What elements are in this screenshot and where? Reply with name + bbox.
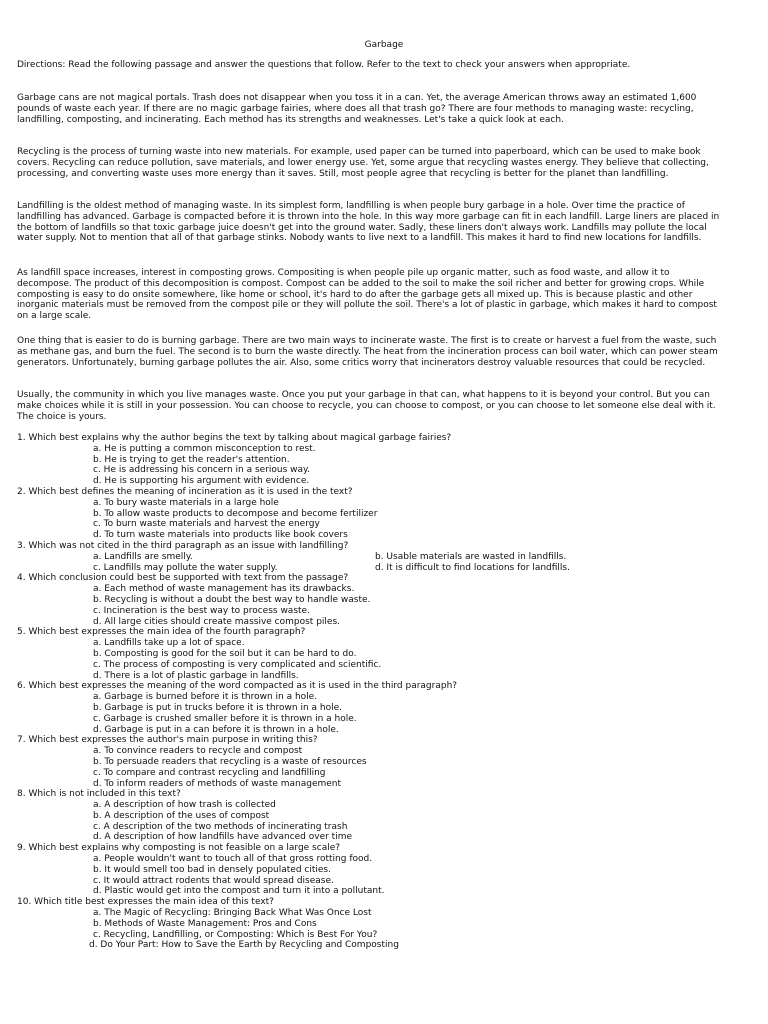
question-7: 7. Which best expresses the author's main purpose in writing this? [17, 735, 318, 746]
answer-option[interactable]: d. Plastic would get into the compost and turn it into a pollutant. [93, 886, 385, 897]
answer-option[interactable]: a. People wouldn't want to touch all of that gross rotting food. [93, 854, 373, 865]
answer-option[interactable]: a. The Magic of Recycling: Bringing Back What Was Once Lost [93, 908, 372, 919]
intro-paragraph: Garbage cans are not magical portals. Trash does not disappear when you toss it in a can. Yet, the average American throws away an estimated 1,600 pounds of waste each year. If there are no magic garbage fairies, where does all that trash go? There are four methods to managing waste: recycling, landfilling, composting, and incinerating. Each method has its strengths and weaknesses. Let's take a quick look at each. [17, 93, 697, 125]
answer-option[interactable]: b. To allow waste products to decompose and become fertilizer [93, 508, 378, 519]
question-4: 4. Which conclusion could best be supported with text from the passage? [17, 573, 349, 584]
answer-option[interactable]: a. To bury waste materials in a large hole [93, 497, 279, 508]
answer-option[interactable]: d. A description of how landfills have advanced over time [93, 832, 353, 843]
answer-option[interactable]: a. Garbage is burned before it is thrown in a hole. [93, 692, 318, 703]
directions-paragraph: Directions: Read the following passage and answer the questions that follow. Refer to the text to check your answers when appropriate. [17, 60, 631, 70]
question-9: 9. Which best explains why composting is not feasible on a large scale? [17, 843, 341, 854]
answer-option[interactable]: d. It is difficult to find locations for landfills. [375, 562, 570, 573]
answer-option[interactable]: a. Each method of waste management has its drawbacks. [93, 584, 355, 595]
answer-option[interactable]: c. A description of the two methods of incinerating trash [93, 821, 348, 832]
answer-option[interactable]: d. Do Your Part: How to Save the Earth by Recycling and Composting [89, 940, 399, 951]
answer-option[interactable]: a. Landfills take up a lot of space. [93, 638, 245, 649]
answer-option[interactable]: b. It would smell too bad in densely populated cities. [93, 864, 331, 875]
question-10: 10. Which title best expresses the main idea of this text? [17, 897, 274, 908]
answer-option[interactable]: a. A description of how trash is collected [93, 800, 276, 811]
composting-paragraph: As landfill space increases, interest in composting grows. Compositing is when people pile up organic matter, such as food waste, and allow it to decompose. The product of this decomposition is compost. Compost can be added to the soil to make the soil richer and better for growing crops. While composting is easy to do onsite somewhere, like home or school, it's hard to do after the garbage gets all mixed up. This is because plastic and other inorganic materials must be removed from the compost pile or they will pollute the soil. There's a lot of plastic in garbage, which makes it hard to compost on a large scale. [17, 268, 717, 322]
answer-option[interactable]: a. Landfills are smelly. [93, 551, 193, 562]
answer-option[interactable]: c. Recycling, Landfilling, or Composting: Which is Best For You? [93, 929, 378, 940]
question-3: 3. Which was not cited in the third paragraph as an issue with landfilling? [17, 540, 349, 551]
incineration-paragraph: One thing that is easier to do is burning garbage. There are two main ways to incinerate waste. The first is to create or harvest a fuel from the waste, such as methane gas, and burn the fuel. The second is to burn the waste directly. The heat from the incineration process can boil water, which can power steam generators. Unfortunately, burning garbage pollutes the air. Also, some critics worry that incinerators destroy valuable resources that could be recycled. [17, 336, 718, 368]
page-title: Garbage [364, 40, 404, 50]
answer-option[interactable]: b. Composting is good for the soil but it can be hard to do. [93, 648, 357, 659]
answer-option[interactable]: b. Garbage is put in trucks before it is thrown in a hole. [93, 702, 343, 713]
answer-option[interactable]: a. To convince readers to recycle and compost [93, 746, 303, 757]
question-1: 1. Which best explains why the author begins the text by talking about magical garbage fairies? [17, 433, 452, 443]
answer-option[interactable]: c. The process of composting is very complicated and scientific. [93, 659, 382, 670]
answer-option[interactable]: c. It would attract rodents that would spread disease. [93, 875, 334, 886]
questions-section [17, 433, 721, 951]
landfilling-paragraph: Landfilling is the oldest method of managing waste. In its simplest form, landfilling is when people bury garbage in a hole. Over time the practice of landfilling has advanced. Garbage is compacted before it is thrown into the hole. In this way more garbage can fit in each landfill. Large liners are placed in the bottom of landfills so that toxic garbage juice doesn't get into the ground water. Sadly, these liners don't always work. Landfills may pollute the local water supply. Not to mention that all of that garbage stinks. Nobody wants to live next to a landfill. This makes it hard to find new locations for landfills. [17, 201, 720, 244]
answer-option[interactable]: d. There is a lot of plastic garbage in landfills. [93, 670, 299, 681]
answer-option[interactable]: b. He is trying to get the reader's attention. [93, 454, 290, 465]
question-6: 6. Which best expresses the meaning of the word compacted as it is used in the third paragraph? [17, 681, 458, 692]
question-2: 2. Which best defines the meaning of incineration as it is used in the text? [17, 486, 353, 497]
answer-option[interactable]: c. To burn waste materials and harvest the energy [93, 519, 320, 530]
answer-option[interactable]: b. To persuade readers that recycling is a waste of resources [93, 756, 367, 767]
conclusion-paragraph: Usually, the community in which you live manages waste. Once you put your garbage in that can, what happens to it is beyond your control. But you can make choices while it is still in your possession. You can choose to recycle, you can choose to compost, or you can choose to let someone else deal with it. The choice is yours. [17, 390, 716, 422]
answer-option[interactable]: b. Methods of Waste Management: Pros and Cons [93, 918, 317, 929]
answer-option[interactable]: c. Garbage is crushed smaller before it is thrown in a hole. [93, 713, 357, 724]
answer-option[interactable]: b. Recycling is without a doubt the best way to handle waste. [93, 594, 371, 605]
answer-option[interactable]: d. Garbage is put in a can before it is thrown in a hole. [93, 724, 339, 735]
answer-option[interactable]: c. He is addressing his concern in a serious way. [93, 465, 310, 476]
answer-option[interactable]: a. He is putting a common misconception to rest. [93, 443, 316, 454]
question-8: 8. Which is not included in this text? [17, 789, 181, 800]
answer-option[interactable]: c. Landfills may pollute the water supply. [93, 562, 278, 573]
answer-option[interactable]: b. Usable materials are wasted in landfills. [375, 551, 567, 562]
question-5: 5. Which best expresses the main idea of the fourth paragraph? [17, 627, 306, 638]
answer-option[interactable]: d. He is supporting his argument with evidence. [93, 476, 310, 487]
answer-option[interactable]: b. A description of the uses of compost [93, 810, 270, 821]
answer-option[interactable]: c. Incineration is the best way to process waste. [93, 605, 310, 616]
answer-option[interactable]: d. To turn waste materials into products like book covers [93, 530, 348, 541]
answer-option[interactable]: d. All large cities should create massive compost piles. [93, 616, 340, 627]
recycling-paragraph: Recycling is the process of turning waste into new materials. For example, used paper can be turned into paperboard, which can be used to make book covers. Recycling can reduce pollution, save materials, and lower energy use. Yet, some argue that recycling wastes energy. They believe that collecting, processing, and converting waste uses more energy than it saves. Still, most people agree that recycling is better for the planet than landfilling. [17, 147, 709, 179]
answer-option[interactable]: c. To compare and contrast recycling and landfilling [93, 767, 326, 778]
answer-option[interactable]: d. To inform readers of methods of waste management [93, 778, 342, 789]
